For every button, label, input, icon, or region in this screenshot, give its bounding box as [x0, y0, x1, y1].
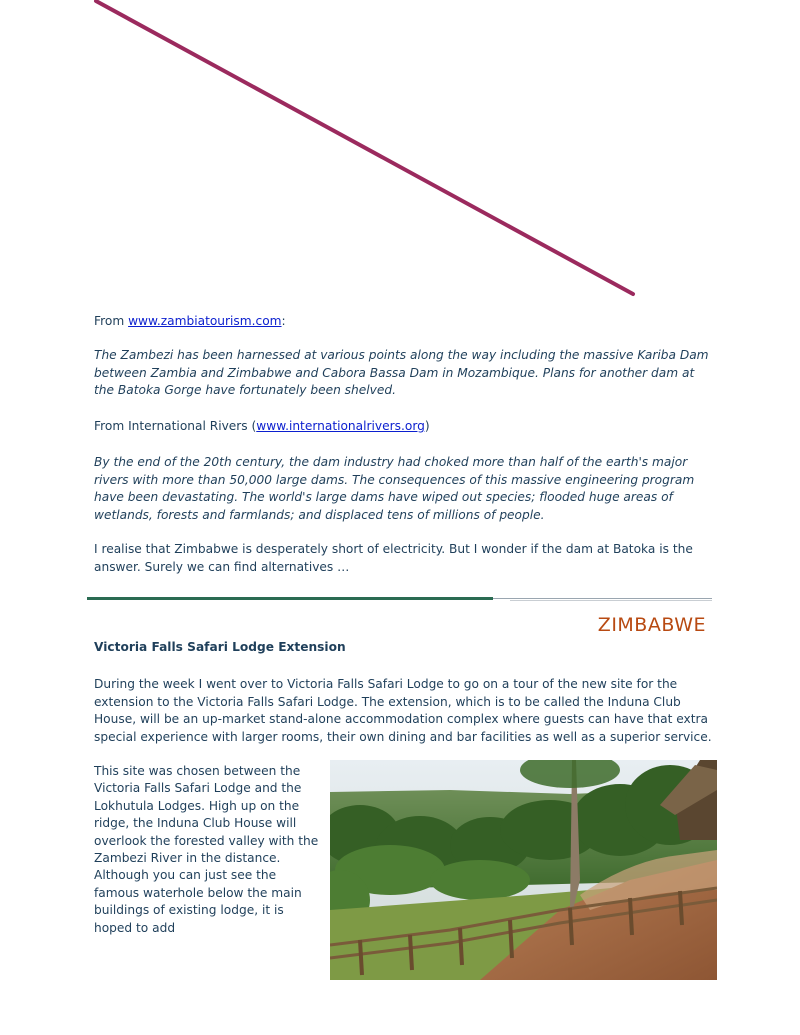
diagonal-line-graphic — [0, 0, 800, 310]
dam-industry-quote: By the end of the 20th century, the dam industry had choked more than half of the earth's major rivers with more than 50,000 large dams. The consequences of this massive engineering program have been devastating. The world's large dams have wiped out species; flooded huge areas of wetlands, forests and farmlands; and displaced tens of millions of people. — [94, 455, 695, 522]
section-divider-green — [87, 597, 493, 600]
author-comment: I realise that Zimbabwe is desperately short of electricity. But I wonder if the dam at Batoka is the answer. Surely we can find alternatives … — [94, 542, 693, 574]
zambiatourism-link[interactable]: www.zambiatourism.com — [128, 314, 282, 328]
zambezi-quote: The Zambezi has been harnessed at various points along the way including the massive Kariba Dam between Zambia and Zimbabwe and Cabora Bassa Dam in Mozambique. Plans for another dam at the Batoka Gorge have fortunately been shelved. — [94, 348, 709, 398]
section-divider-grey — [493, 598, 712, 599]
internationalrivers-link[interactable]: www.internationalrivers.org — [256, 419, 425, 433]
source-zambiatourism — [94, 313, 714, 331]
article-paragraph-2: This site was chosen between the Victoria Falls Safari Lodge and the Lokhutula Lodges. High up on the ridge, the Induna Club House will overlook the forested valley with the Zambezi River in the distance. Although you can just see the famous waterhole below the main buildings of existing lodge, it is hoped to add — [94, 764, 319, 935]
source-prefix: From International Rivers ( — [94, 419, 257, 433]
article-title: Victoria Falls Safari Lodge Extension — [94, 640, 346, 654]
source-internationalrivers — [94, 418, 714, 436]
lodge-site-photo — [330, 760, 717, 980]
source-prefix: From — [94, 314, 129, 328]
section-divider-light — [510, 600, 712, 601]
source-suffix: ) — [424, 419, 430, 433]
section-country-heading: ZIMBABWE — [597, 614, 706, 636]
article-paragraph-1: During the week I went over to Victoria Falls Safari Lodge to go on a tour of the new site for the extension to the Victoria Falls Safari Lodge. The extension, which is to be called the Induna Club House, will be an up-market stand-alone accommodation complex where guests can have that extra special experience with larger rooms, their own dining and bar facilities as well as a superior service. — [94, 677, 712, 744]
source-suffix: : — [281, 314, 286, 328]
